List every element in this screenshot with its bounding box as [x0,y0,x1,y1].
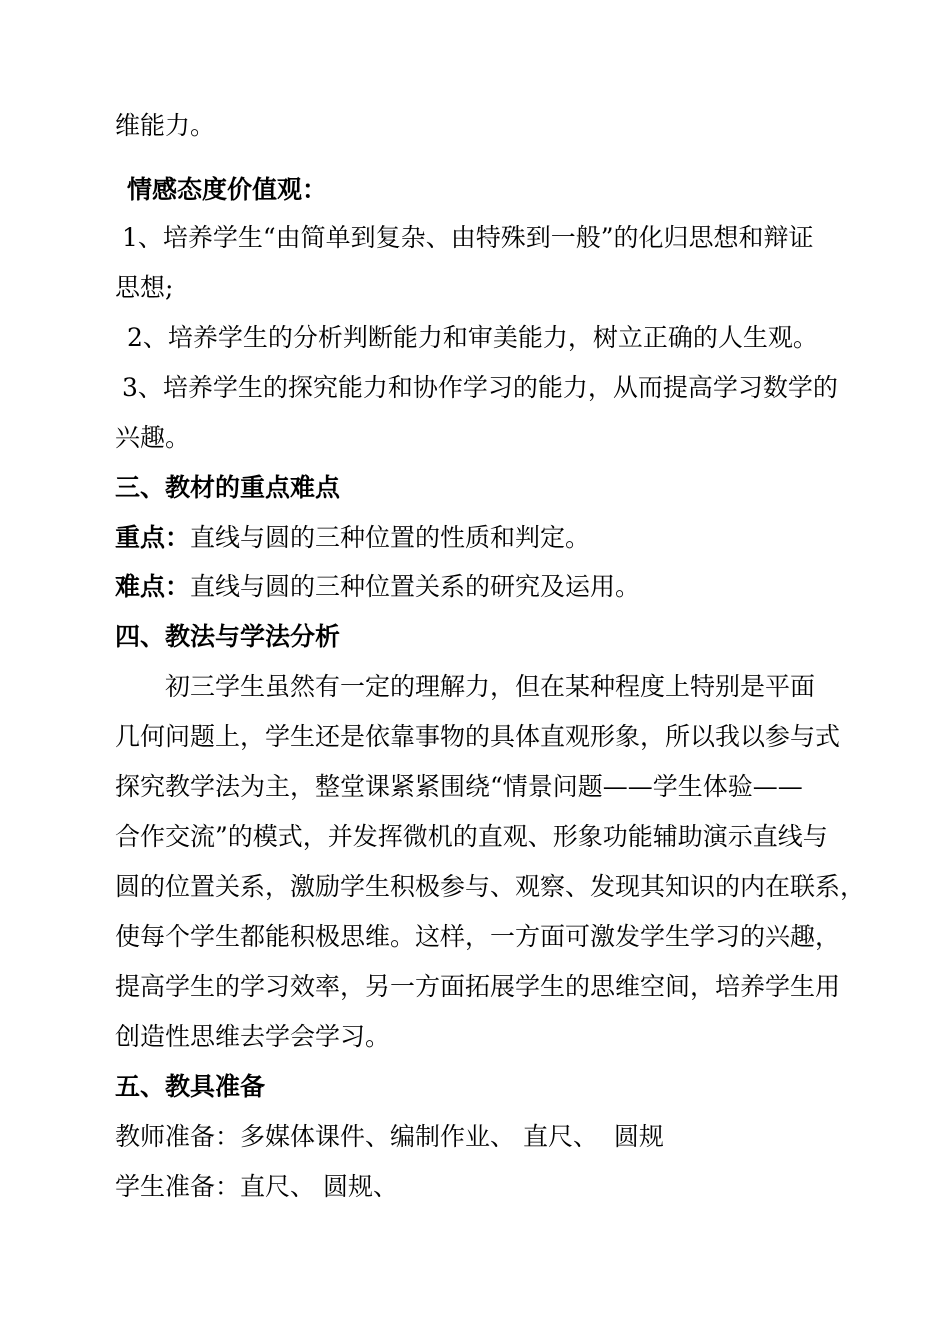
paragraph-line: 创造性思维去学会学习。 [115,1022,391,1051]
paragraph-line: 几何问题上，学生还是依靠事物的具体直观形象，所以我以参与式 [115,722,841,751]
paragraph-line: 提高学生的学习效率，另一方面拓展学生的思维空间，培养学生用 [115,972,841,1001]
text-line: 思想; [115,273,174,302]
section-heading: 五、教具准备 [115,1072,266,1101]
text-line: 1、培养学生“由简单到复杂、由特殊到一般”的化归思想和辩证 [122,223,814,252]
text-line: 2、培养学生的分析判断能力和审美能力，树立正确的人生观。 [127,323,818,352]
key-point-label: 重点： [115,523,191,552]
paragraph-line: 圆的位置关系，激励学生积极参与、观察、发现其知识的内在联系， [115,872,866,901]
paragraph-line: 使每个学生都能积极思维。这样，一方面可激发学生学习的兴趣， [115,922,841,951]
teacher-prep-line: 教师准备：多媒体课件、编制作业、 直尺、 圆规 [115,1122,664,1151]
text-line: 兴趣。 [115,423,191,452]
section-heading: 情感态度价值观： [127,175,328,204]
difficulty-text: 直线与圆的三种位置关系的研究及运用。 [190,572,641,601]
student-prep-line: 学生准备：直尺、 圆规、 [115,1172,398,1201]
paragraph-line: 初三学生虽然有一定的理解力，但在某种程度上特别是平面 [165,672,816,701]
key-point-line [115,522,840,554]
key-point-text: 直线与圆的三种位置的性质和判定。 [190,523,591,552]
text-line: 3、培养学生的探究能力和协作学习的能力，从而提高学习数学的 [122,373,838,402]
difficulty-label: 难点： [115,572,191,601]
paragraph-line: 探究教学法为主，整堂课紧紧围绕“情景问题——学生体验—— [115,772,803,801]
section-heading: 三、教材的重点难点 [115,473,341,502]
difficulty-line [115,571,840,603]
paragraph-line: 合作交流”的模式，并发挥微机的直观、形象功能辅助演示直线与 [115,822,828,851]
text-line: 维能力。 [115,111,216,140]
section-heading: 四、教法与学法分析 [115,622,341,651]
